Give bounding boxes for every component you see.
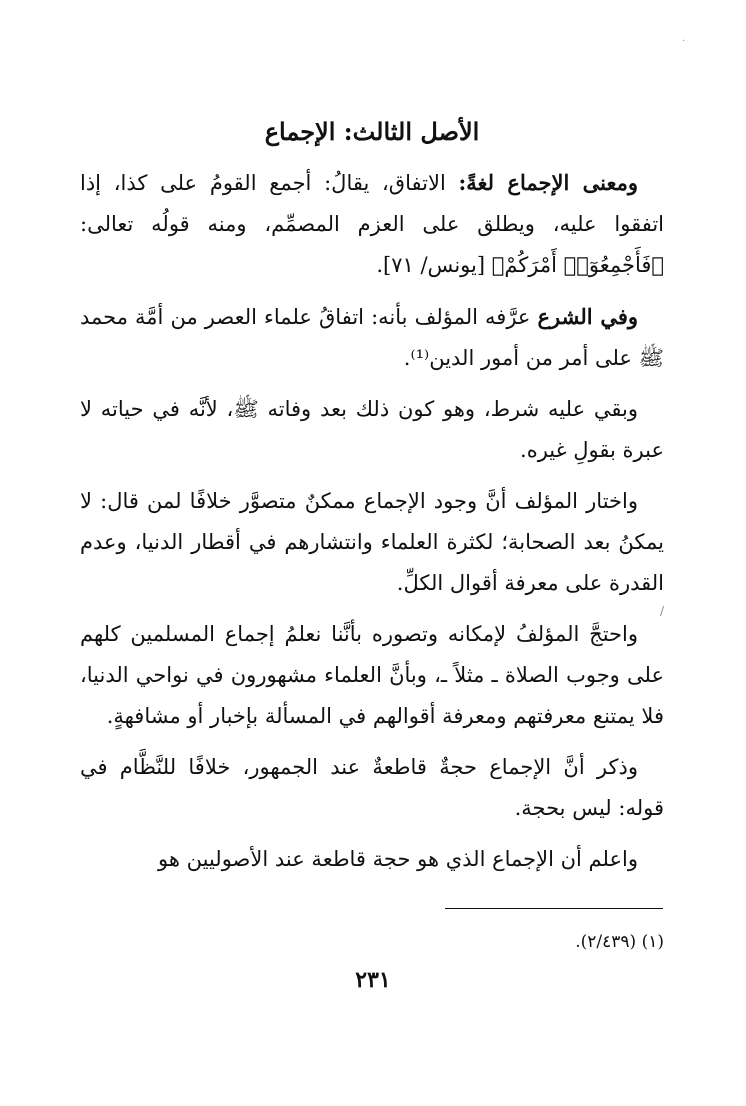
paragraph-text: واحتجَّ المؤلفُ لإمكانه وتصوره بأنَّنا نعلمُ إجماع المسلمين كلهم على وجوب الصلاة ـ مثلاً ـ، وبأنَّ العلماء مشهورون في نواحي الدنيا، فلا يمتنع معرفتهم ومعرفة أقوالهم في المسألة بإخبار أو مشافهةٍ.: [80, 622, 664, 728]
paragraph-text: الاتفاق، يقالُ: أجمع القومُ على كذا، إذا اتفقوا عليه، ويطلق على العزم المصمِّم، ومنه قولُه تعالى: ﴿فَأَجْمِعُوٓا۟ أَمْرَكُمْ﴾ [يونس/ ٧١].: [80, 171, 664, 277]
footnote: (١) (٢/٤٣٩).: [575, 932, 664, 952]
paragraph-text: واعلم أن الإجماع الذي هو حجة قاطعة عند الأصوليين هو: [158, 847, 638, 871]
paragraph-5: [80, 614, 664, 737]
scan-mark: ·: [682, 36, 686, 47]
paragraph-text: عرَّفه المؤلف بأنه: اتفاقُ علماء العصر من أمَّة محمد ﷺ على أمر من أمور الدين⁽¹⁾.: [80, 305, 664, 370]
paragraph-1: [80, 162, 664, 286]
paragraph-4: [80, 481, 664, 604]
page-body: [80, 112, 664, 890]
paragraph-text: وبقي عليه شرط، وهو كون ذلك بعد وفاته ﷺ، لأنَّه في حياته لا عبرة بقولِ غيره.: [80, 397, 664, 462]
footnote-divider: [445, 908, 663, 909]
paragraph-text: واختار المؤلف أنَّ وجود الإجماع ممكنٌ متصوَّر خلافًا لمن قال: لا يمكنُ بعد الصحابة؛ لكثرة العلماء وانتشارهم في أقطار الدنيا، وعدم القدرة على معرفة أقوال الكلِّ.: [80, 489, 664, 595]
paragraph-6: [80, 747, 664, 829]
paragraph-2: [80, 296, 664, 379]
paragraph-text: وذكر أنَّ الإجماع حجةٌ قاطعةٌ عند الجمهور، خلافًا للنَّظَّام في قوله: ليس بحجة.: [80, 755, 664, 820]
paragraph-lead: وفي الشرع: [537, 304, 638, 329]
paragraph-3: [80, 389, 664, 471]
page-number: ٢٣١: [355, 967, 391, 993]
paragraph-lead: ومعنى الإجماع لغةً:: [458, 170, 639, 195]
paragraph-7: [80, 839, 664, 880]
margin-mark: /: [660, 604, 665, 618]
page-title: الأصل الثالث: الإجماع: [264, 117, 480, 146]
